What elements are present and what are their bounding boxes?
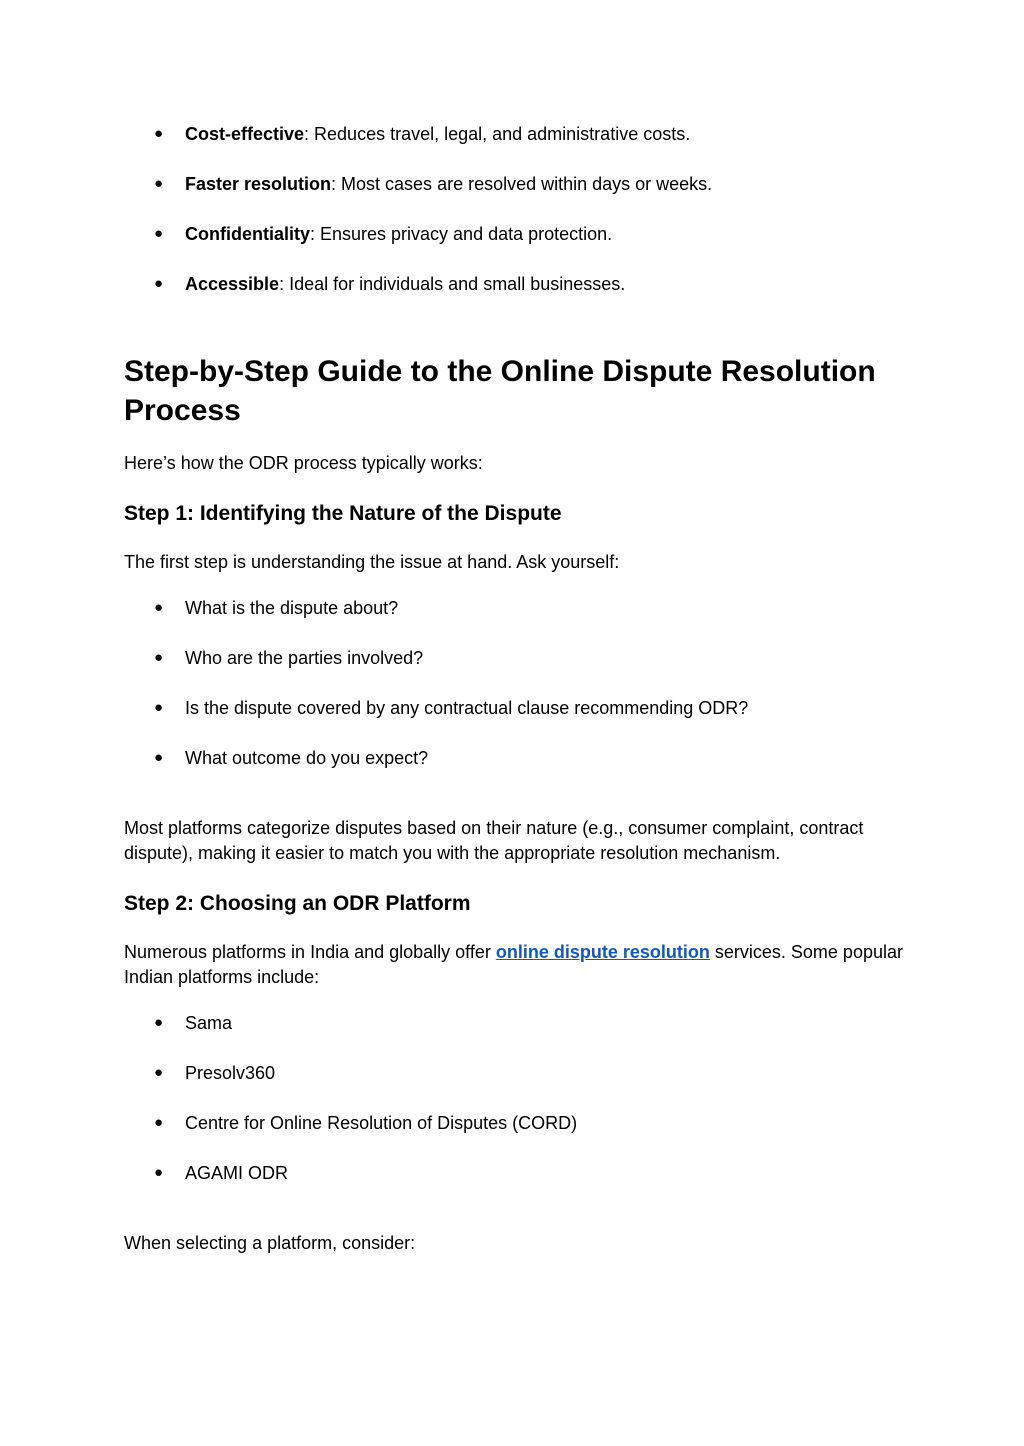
question-text: What is the dispute about? bbox=[185, 598, 399, 618]
bullet-icon: ● bbox=[154, 1114, 164, 1131]
step1-heading: Step 1: Identifying the Nature of the Dispute bbox=[124, 502, 562, 525]
bullet-icon: ● bbox=[154, 699, 164, 716]
step1-closing: Most platforms categorize disputes based on their nature (e.g., consumer complaint, contract dispute), making it easier to match you with the appropriate resolution mechanism. bbox=[124, 818, 864, 863]
bullet-icon: ● bbox=[154, 1014, 164, 1031]
platform-name: Sama bbox=[185, 1013, 233, 1033]
guide-title: Step-by-Step Guide to the Online Dispute Resolution Process bbox=[124, 355, 876, 427]
step2-closing: When selecting a platform, consider: bbox=[124, 1233, 416, 1253]
bullet-icon: ● bbox=[154, 649, 164, 666]
platform-name: Centre for Online Resolution of Disputes (CORD) bbox=[185, 1113, 578, 1133]
benefit-term: Accessible bbox=[185, 274, 280, 294]
step2-heading: Step 2: Choosing an ODR Platform bbox=[124, 892, 471, 915]
benefit-term: Cost-effective bbox=[185, 124, 305, 144]
question-text: Is the dispute covered by any contractual clause recommending ODR? bbox=[185, 698, 749, 718]
step2-intro-after: services. Some popular Indian platforms include: bbox=[124, 942, 903, 987]
bullet-icon: ● bbox=[154, 225, 164, 242]
platform-name: AGAMI ODR bbox=[185, 1163, 289, 1183]
question-text: What outcome do you expect? bbox=[185, 748, 429, 768]
benefit-description: : Ensures privacy and data protection. bbox=[310, 224, 613, 244]
step2-intro bbox=[124, 940, 904, 990]
step1-intro: The first step is understanding the issue at hand. Ask yourself: bbox=[124, 552, 620, 572]
benefit-description: : Ideal for individuals and small businesses. bbox=[279, 274, 626, 294]
bullet-icon: ● bbox=[154, 1164, 164, 1181]
bullet-icon: ● bbox=[154, 125, 164, 142]
bullet-icon: ● bbox=[154, 175, 164, 192]
bullet-icon: ● bbox=[154, 599, 164, 616]
benefit-term: Faster resolution bbox=[185, 174, 332, 194]
odr-link[interactable]: online dispute resolution bbox=[495, 942, 710, 962]
benefit-term: Confidentiality bbox=[185, 224, 310, 244]
platform-name: Presolv360 bbox=[185, 1063, 276, 1083]
bullet-icon: ● bbox=[154, 1064, 164, 1081]
bullet-icon: ● bbox=[154, 749, 164, 766]
bullet-icon: ● bbox=[154, 275, 164, 292]
benefit-description: : Most cases are resolved within days or weeks. bbox=[331, 174, 713, 194]
guide-intro: Here’s how the ODR process typically works: bbox=[124, 453, 483, 473]
question-text: Who are the parties involved? bbox=[185, 648, 424, 668]
benefit-description: : Reduces travel, legal, and administrative costs. bbox=[304, 124, 691, 144]
step2-intro-before: Numerous platforms in India and globally offer bbox=[124, 942, 496, 962]
